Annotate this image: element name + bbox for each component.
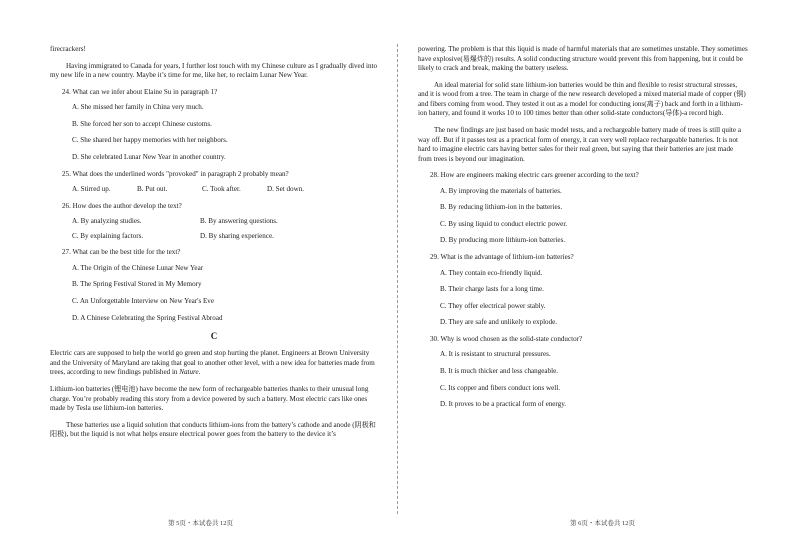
question-25-stem: 25. What does the underlined words "provoked" in paragraph 2 probably mean?: [62, 169, 289, 178]
question-28-option-d: D. By producing more lithium-ion batteries.: [440, 236, 566, 245]
question-24-option-b: B. She forced her son to accept Chinese customs.: [72, 119, 212, 128]
page-footer-right: 第 6页・本试卷共 12页: [570, 520, 635, 527]
question-28-option-b: B. By reducing lithium-ion in the batteries.: [440, 203, 563, 212]
question-24-option-c: C. She shared her happy memories with her neighbors.: [72, 136, 228, 145]
passage-text: These batteries use a liquid solution that conducts lithium-ions from the battery’s cathode and anode (阴极和阳极), but the liquid is not what helps ensure electrical power goes from the battery to the device it’s: [50, 420, 376, 439]
question-29-option-c: C. They offer electrical power stably.: [440, 301, 546, 310]
journal-name: Nature: [179, 368, 199, 377]
question-29-option-b: B. Their charge lasts for a long time.: [440, 285, 544, 294]
page-footer-left: 第 5页・本试卷共 12页: [168, 520, 233, 527]
left-column: [50, 45, 378, 447]
question-28-option-a: A. By improving the materials of batteries.: [440, 186, 562, 195]
question-27-option-a: A. The Origin of the Chinese Lunar New Year: [72, 263, 204, 272]
question-29-option-a: A. They contain eco-friendly liquid.: [440, 268, 543, 277]
question-28-stem: 28. How are engineers making electric cars greener according to the text?: [430, 171, 639, 180]
question-28-option-c: C. By using liquid to conduct electric power.: [440, 219, 568, 228]
question-30-option-b: B. It is much thicker and less changeable.: [440, 366, 558, 375]
question-26-stem: 26. How does the author develop the text?: [62, 201, 182, 210]
question-27-option-c: C. An Unforgettable Interview on New Year's Eve: [72, 297, 215, 305]
question-24-stem: 24. What can we infer about Elaine Su in paragraph 1?: [62, 87, 218, 96]
passage-text: The new findings are just based on basic model tests, and a rechargeable battery made of trees is still quite a way off. But if it passes test as a practical form of energy, it can very well replace rechargeable batteries. It is not hard to imagine electric cars having better sales for their real green, but saying that their batteries are just made from trees is beyond our imagination.: [418, 125, 741, 163]
passage-text: Having immigrated to Canada for years, I further lost touch with my Chinese culture as I gradually dived into my new life in a new country. Maybe it’s time for me, like her, to reclaim Lunar New Year.: [50, 61, 378, 80]
question-25-option-d: D. Set down.: [267, 185, 305, 194]
question-25-option-c: C. Took after.: [202, 185, 241, 194]
question-30-stem: 30. Why is wood chosen as the solid-state conductor?: [430, 334, 583, 343]
question-30-option-d: D. It proves to be a practical form of energy.: [440, 400, 567, 409]
question-26-option-b: B. By answering questions.: [200, 217, 278, 226]
question-25-option-b: B. Put out.: [137, 185, 168, 194]
question-27-option-b: B. The Spring Festival Stored in My Memory: [72, 280, 202, 289]
question-30-option-c: C. Its copper and fibers conduct ions well.: [440, 383, 560, 392]
question-25-options: [72, 185, 378, 195]
passage-text: Electric cars are supposed to help the world go green and stop hurting the planet. Engineers at Brown University and the University of Maryland are taking that goal to another other level, with a new idea for batteries made from trees, according to new findings published in Nature.: [50, 349, 375, 377]
question-26-option-d: D. By sharing experience.: [200, 231, 274, 240]
question-27-stem: 27. What can be the best title for the text?: [62, 248, 181, 257]
question-29-stem: 29. What is the advantage of lithium-ion batteries?: [430, 253, 574, 261]
column-divider: [397, 44, 398, 514]
question-26-options: [72, 217, 378, 241]
passage-text: Lithium-ion batteries (锂电池) have become the new form of rechargeable batteries thanks to their unusual long charge. You’re probably reading this story from a device powered by such a battery. Most electric cars like ones made by Tesla use lithium-ion batteries.: [50, 384, 369, 413]
question-27-option-d: D. A Chinese Celebrating the Spring Festival Abroad: [72, 313, 223, 322]
passage-text: powering. The problem is that this liquid is made of harmful materials that are sometimes unstable. They sometimes have explosive(易爆炸的) results. A solid conducting structure would prevent this from happening, but it could be likely to crack and break, making the battery useless.: [418, 45, 748, 73]
right-column: [418, 45, 748, 417]
question-24-option-a: A. She missed her family in China very much.: [72, 103, 204, 112]
passage-text: An ideal material for solid state lithium-ion batteries would be thin and flexible to resist structural stresses, and it is wood from a tree. The team in charge of the new research developed a mixed material made of copper (铜) and fibers coming from wood. They tested it out as a model for conducting ions(离子) back and forth in a lithium-ion battery, and found it works 10 to 100 times better than other solid-state conductors(导体)-a record high.: [418, 80, 746, 118]
question-30-option-a: A. It is resistant to structural pressures.: [440, 350, 551, 359]
question-25-option-a: A. Stirred up.: [72, 185, 111, 194]
question-26-option-a: A. By analyzing studies.: [72, 217, 142, 226]
section-heading: C: [210, 331, 218, 342]
question-24-option-d: D. She celebrated Lunar New Year in another country.: [72, 152, 226, 161]
question-29-option-d: D. They are safe and unlikely to explode.: [440, 318, 558, 327]
question-26-option-c: C. By explaining factors.: [72, 231, 144, 240]
passage-text: firecrackers!: [50, 45, 86, 53]
